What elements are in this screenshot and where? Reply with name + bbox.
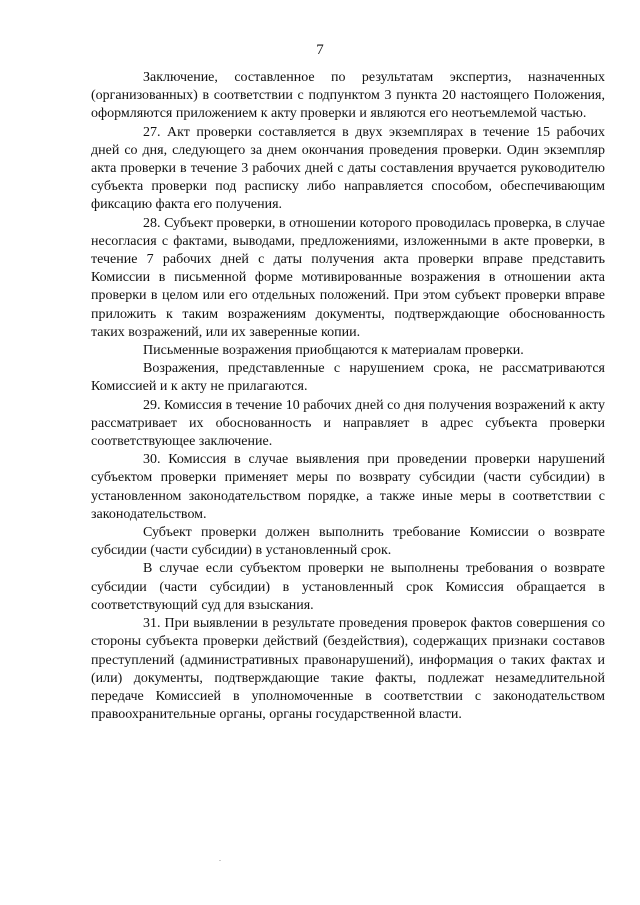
paragraph-written-objections: Письменные возражения приобщаются к материалам проверки. — [143, 343, 524, 359]
paragraph-28: 28. Субъект проверки, в отношении которого проводилась проверка, в случае несогласия с фактами, выводами, предложениями, изложенными в акте проверки, в течение 7 рабочих дней с даты получения акта проверки вправе представить Комиссии в письменной форме мотивированные возражения в отношении акта проверки в целом или его отдельных положений. При этом субъект проверки вправе приложить к таким возражениям документы, подтверждающие обоснованность таких возражений, или их заверенные копии. — [91, 215, 605, 340]
page-number: 7 — [316, 42, 324, 58]
paragraph-late-objections: Возражения, представленные с нарушением срока, не рассматриваются Комиссией и к акту не прилагаются. — [91, 361, 605, 395]
paragraph-27: 27. Акт проверки составляется в двух экземплярах в течение 15 рабочих дней со дня, следующего за днем окончания проведения проверки. Один экземпляр акта проверки в течение 3 рабочих дней с даты составления вручается руководителю субъекта проверки под расписку либо направляется способом, обеспечивающим фиксацию факта его получения. — [91, 124, 605, 213]
scan-speck — [219, 860, 221, 861]
paragraph-expertise-conclusion: Заключение, составленное по результатам экспертиз, назначенных (организованных) в соответствии с подпунктом 3 пункта 20 настоящего Положения, оформляются приложением к акту проверки и являются его неотъемлемой частью. — [91, 70, 605, 122]
paragraph-subsidy-return-requirement: Субъект проверки должен выполнить требование Комиссии о возврате субсидии (части субсидии) в установленный срок. — [91, 525, 605, 559]
paragraph-court-recovery: В случае если субъектом проверки не выполнены требования о возврате субсидии (части субсидии) в установленный срок Комиссия обращается в соответствующий суд для взыскания. — [91, 561, 605, 613]
paragraph-29: 29. Комиссия в течение 10 рабочих дней со дня получения возражений к акту рассматривает их обоснованность и направляет в адрес субъекта проверки соответствующее заключение. — [91, 397, 605, 450]
document-body — [91, 69, 605, 724]
paragraph-31: 31. При выявлении в результате проведения проверок фактов совершения со стороны субъекта проверки действий (бездействия), содержащих признаки составов преступлений (административных правонарушений), информация о таких фактах и (или) документы, подтверждающие такие факты, подлежат незамедлительной передаче Комиссией в уполномоченные в соответствии с законодательством правоохранительные органы, органы государственной власти. — [91, 616, 605, 723]
paragraph-30: 30. Комиссия в случае выявления при проведении проверки нарушений субъектом проверки применяет меры по возврату субсидии (части субсидии) в установленном законодательством порядке, а также иные меры в соответствии с законодательством. — [91, 452, 605, 522]
